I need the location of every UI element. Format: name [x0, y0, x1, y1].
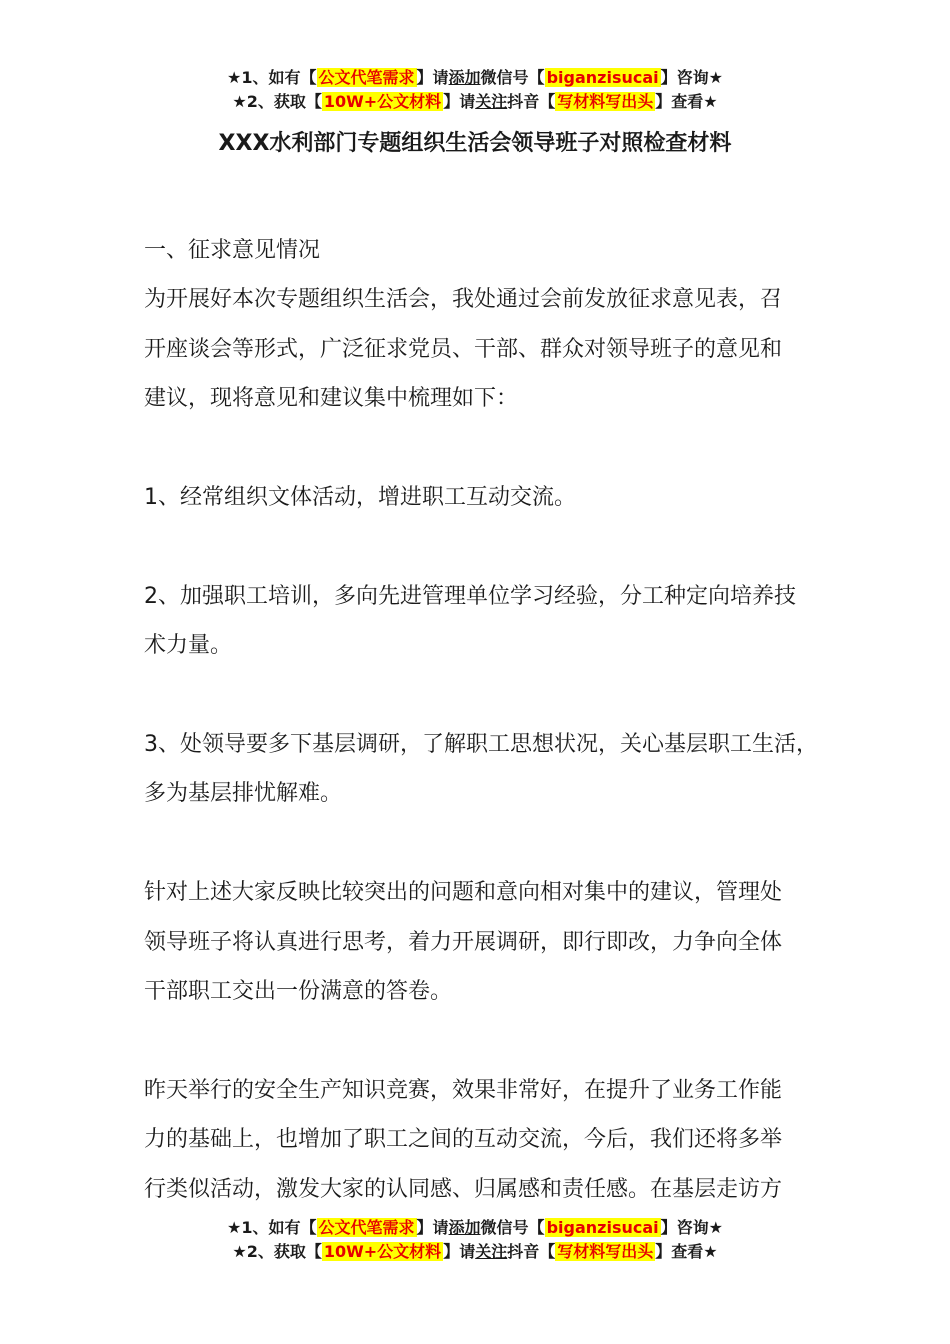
- banner-text: 抖音【: [507, 1242, 556, 1261]
- banner-highlight-douyin: 写材料写出头: [557, 1242, 654, 1261]
- paragraph-line: 开座谈会等形式，广泛征求党员、干部、群众对领导班子的意见和: [144, 336, 783, 362]
- blank-line: [144, 522, 834, 571]
- banner-text: 】请: [416, 68, 449, 87]
- banner-highlight-service: 公文代笔需求: [318, 1218, 415, 1237]
- banner-highlight-douyin: 写材料写出头: [557, 92, 654, 111]
- banner-highlight-wechat-id: biganzisucai: [546, 1218, 659, 1237]
- banner-text: 】查看: [655, 1242, 704, 1261]
- paragraph-line: 针对上述大家反映比较突出的问题和意向相对集中的建议，管理处: [144, 880, 783, 906]
- banner-text: 1、如有【: [241, 68, 317, 87]
- banner-highlight-materials: 10W+公文材料: [323, 92, 442, 111]
- star-icon: ★: [708, 68, 723, 87]
- banner-line-1: [0, 66, 950, 90]
- paragraph-line: 昨天举行的安全生产知识竞赛，效果非常好，在提升了业务工作能: [144, 1077, 783, 1103]
- star-icon: ★: [232, 1242, 247, 1261]
- star-icon: ★: [227, 1218, 242, 1237]
- banner-text: 微信号【: [480, 1218, 545, 1237]
- banner-text: 】咨询: [660, 68, 709, 87]
- star-icon: ★: [232, 92, 247, 111]
- banner-text: 抖音【: [507, 92, 556, 111]
- blank-line: [144, 424, 834, 473]
- star-icon: ★: [703, 92, 718, 111]
- banner-line-1: [0, 1216, 950, 1240]
- banner-text: 微信号【: [480, 68, 545, 87]
- footer-banner: [0, 1216, 950, 1264]
- paragraph-line: 建议，现将意见和建议集中梳理如下：: [144, 386, 519, 412]
- banner-line-2: [0, 1240, 950, 1264]
- paragraph-line: 领导班子将认真进行思考，着力开展调研，即行即改，力争向全体: [144, 929, 783, 955]
- blank-line: [144, 671, 834, 720]
- banner-highlight-materials: 10W+公文材料: [323, 1242, 442, 1261]
- star-icon: ★: [708, 1218, 723, 1237]
- paragraph-line: 行类似活动，激发大家的认同感、归属感和责任感。在基层走访方: [144, 1176, 783, 1202]
- list-item: 2、加强职工培训，多向先进管理单位学习经验，分工种定向培养技: [144, 583, 796, 609]
- blank-line: [144, 819, 834, 868]
- section-heading: 一、征求意见情况: [144, 238, 321, 263]
- document-body: [144, 226, 834, 1214]
- paragraph-line: 干部职工交出一份满意的答卷。: [144, 979, 453, 1005]
- header-banner: [0, 66, 950, 114]
- banner-text: 】请: [443, 1242, 476, 1261]
- star-icon: ★: [227, 68, 242, 87]
- banner-text: 】请: [416, 1218, 449, 1237]
- banner-text: 2、获取【: [246, 1242, 322, 1261]
- banner-underline-follow: 关注: [475, 92, 508, 111]
- banner-text: 】咨询: [660, 1218, 709, 1237]
- paragraph-line: 为开展好本次专题组织生活会，我处通过会前发放征求意见表，召: [144, 287, 783, 313]
- list-item: 3、处领导要多下基层调研，了解职工思想状况，关心基层职工生活，: [144, 732, 818, 758]
- blank-line: [144, 1016, 834, 1065]
- star-icon: ★: [703, 1242, 718, 1261]
- banner-text: 1、如有【: [241, 1218, 317, 1237]
- banner-underline-add: 添加: [448, 68, 481, 87]
- banner-text: 2、获取【: [246, 92, 322, 111]
- paragraph-line: 力的基础上，也增加了职工之间的互动交流，今后，我们还将多举: [144, 1127, 783, 1153]
- banner-text: 】请: [443, 92, 476, 111]
- list-item: 多为基层排忧解难。: [144, 781, 343, 807]
- banner-highlight-wechat-id: biganzisucai: [546, 68, 659, 87]
- banner-line-2: [0, 90, 950, 114]
- banner-underline-add: 添加: [448, 1218, 481, 1237]
- document-title: XXX水利部门专题组织生活会领导班子对照检查材料: [218, 131, 732, 156]
- banner-underline-follow: 关注: [475, 1242, 508, 1261]
- list-item: 术力量。: [144, 633, 233, 659]
- list-item: 1、经常组织文体活动，增进职工互动交流。: [144, 485, 576, 511]
- banner-text: 】查看: [655, 92, 704, 111]
- banner-highlight-service: 公文代笔需求: [318, 68, 415, 87]
